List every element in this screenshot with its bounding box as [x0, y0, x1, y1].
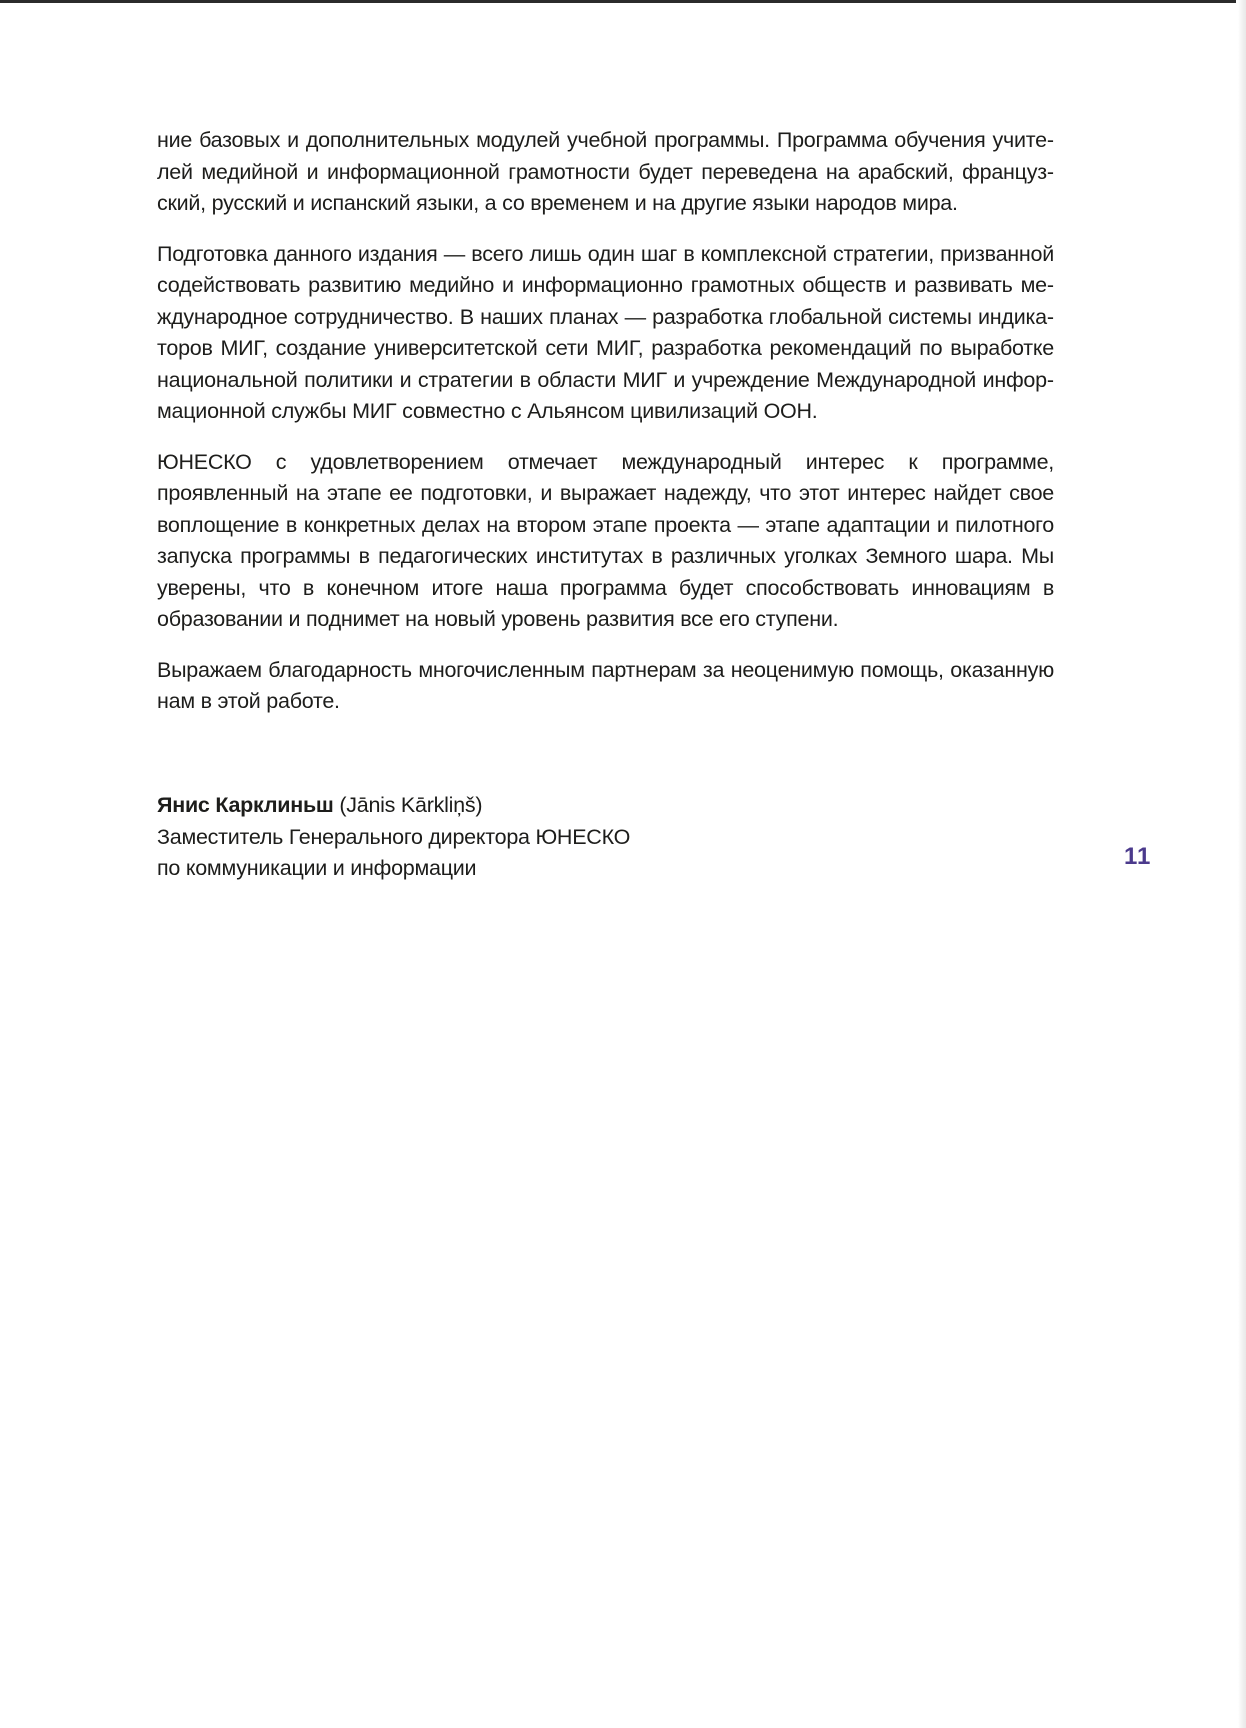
paragraph-strategy: Подготовка данного издания — всего лишь один шаг в комплексной стратегии, призванной содействовать развитию медийно и информационно грамотных обществ и развивать международное сотрудничество. В наших планах — разработка глобальной системы индикаторов МИГ, создание университетской сети МИГ, разработка рекомендаций по выработке национальной политики и стратегии в области МИГ и учреждение Международной информационной службы МИГ совместно с Альянсом цивилизаций ООН. [157, 241, 1054, 423]
page-number: 11 [1124, 843, 1152, 870]
body-text [157, 125, 1054, 737]
paragraph-translation-plans: ние базовых и дополнительных модулей учебной программы. Программа обучения учителей медийной и информационной грамотности будет переведена на арабский, французский, русский и испанский языки, а со временем и на другие языки народов мира. [157, 128, 1054, 215]
signature-name-latin: (Jānis Kārkliņš) [339, 793, 483, 817]
signature-name: Янис Карклиньш [157, 793, 334, 817]
paragraph-international-interest: ЮНЕСКО с удовлетворением отмечает международный интерес к программе, проявленный на этапе ее подготовки, и выражает надежду, что этот интерес найдет свое воплощение в конкретных делах на втором этапе проекта — этапе адаптации и пилотного запуска программы в педагогических институтах в различных уголках Земного шара. Мы уверены, что в конечном итоге наша программа будет способствовать инновациям в образовании и поднимет на новый уровень развития все его ступени. [157, 449, 1054, 631]
page-edge-shadow [1238, 0, 1246, 1728]
signature-block [157, 790, 797, 885]
signature-name-line [157, 790, 797, 822]
top-border-rule [0, 0, 1236, 3]
paragraph-acknowledgement: Выражаем благодарность многочисленным партнерам за неоценимую помощь, оказанную нам в этой работе. [157, 657, 1054, 713]
signature-department: по коммуникации и информации [157, 856, 477, 880]
signature-position: Заместитель Генерального директора ЮНЕСКО [157, 824, 631, 849]
